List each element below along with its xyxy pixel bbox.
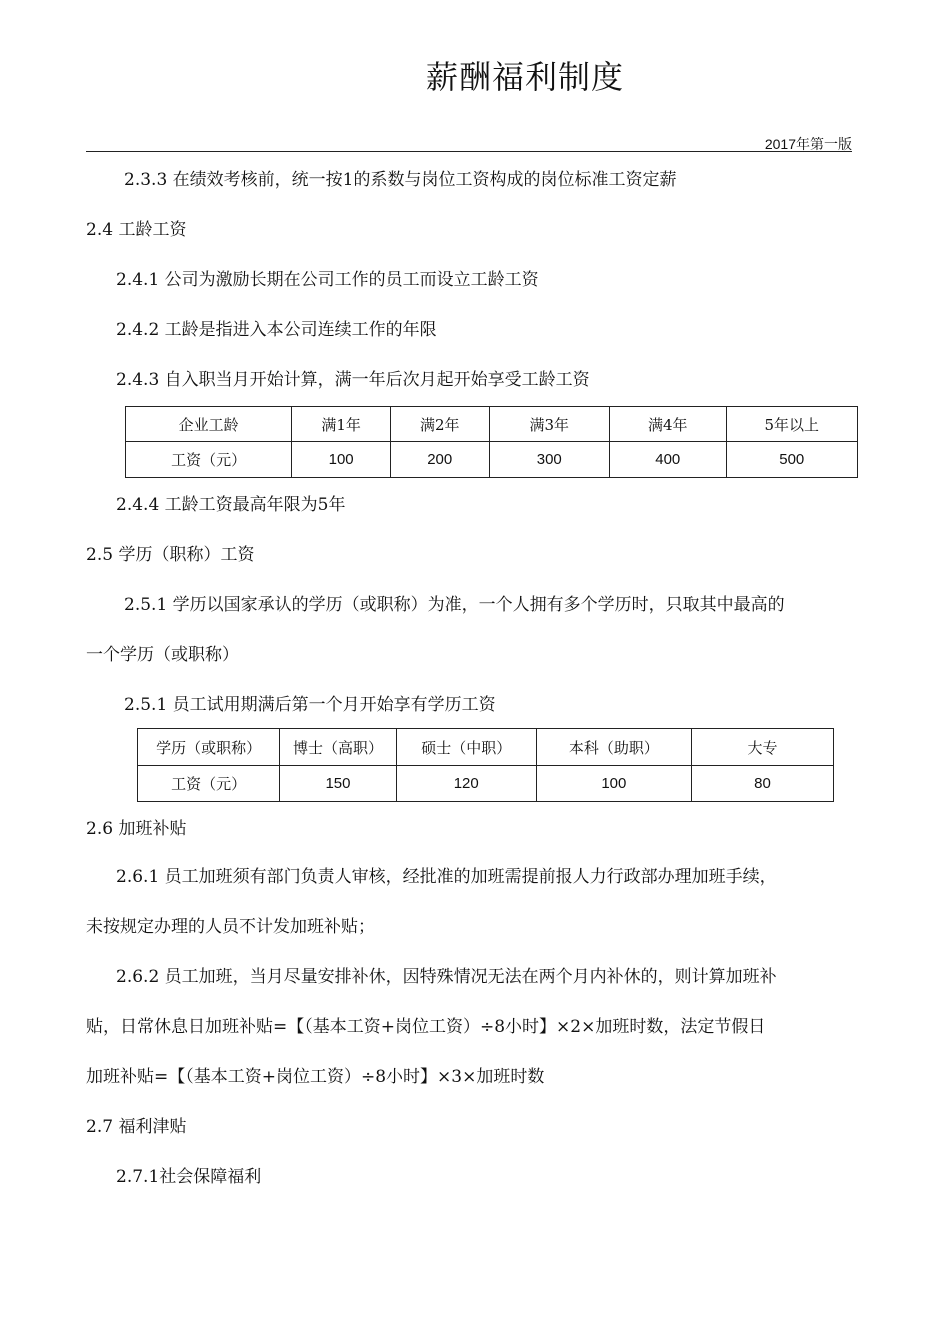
- table-cell: 工资（元）: [138, 766, 280, 802]
- section-heading-2-7: 2.7 福利津贴: [86, 1117, 187, 1137]
- seniority-wage-table: [125, 406, 858, 478]
- table-cell: 200: [390, 442, 489, 478]
- paragraph-2-5-1b: 2.5.1 员工试用期满后第一个月开始享有学历工资: [124, 695, 496, 715]
- table-cell: 100: [292, 442, 391, 478]
- table-cell: 满3年: [489, 407, 609, 442]
- header-divider: [86, 151, 852, 152]
- paragraph-2-4-3: 2.4.3 自入职当月开始计算，满一年后次月起开始享受工龄工资: [116, 370, 590, 390]
- table-cell: 100: [536, 766, 691, 802]
- section-heading-2-5: 2.5 学历（职称）工资: [86, 545, 255, 565]
- section-heading-2-6: 2.6 加班补贴: [86, 819, 187, 839]
- table-cell: 工资（元）: [126, 442, 292, 478]
- paragraph-2-6-2: 2.6.2 员工加班，当月尽量安排补休，因特殊情况无法在两个月内补休的，则计算加班补: [116, 967, 777, 987]
- page-title: 薪酬福利制度: [425, 58, 624, 96]
- table-cell: 400: [610, 442, 727, 478]
- table-cell: 学历（或职称）: [138, 729, 280, 766]
- paragraph-2-5-1-cont: 一个学历（或职称）: [86, 645, 239, 665]
- table-cell: 满4年: [610, 407, 727, 442]
- paragraph-2-4-4: 2.4.4 工龄工资最高年限为5年: [116, 495, 346, 515]
- table-cell: 150: [280, 766, 396, 802]
- table-cell: 80: [691, 766, 833, 802]
- paragraph-2-6-2-cont2: 加班补贴=【（基本工资+岗位工资）÷8小时】×3×加班时数: [86, 1067, 545, 1087]
- table-cell: 本科（助职）: [536, 729, 691, 766]
- table-cell: 大专: [691, 729, 833, 766]
- table-cell: 300: [489, 442, 609, 478]
- table-cell: 硕士（中职）: [396, 729, 536, 766]
- table-header-row: [126, 407, 858, 442]
- table-cell: 博士（高职）: [280, 729, 396, 766]
- table-cell: 120: [396, 766, 536, 802]
- table-cell: 企业工龄: [126, 407, 292, 442]
- table-cell: 满1年: [292, 407, 391, 442]
- paragraph-2-7-1: 2.7.1社会保障福利: [116, 1167, 262, 1187]
- table-cell: 500: [726, 442, 857, 478]
- paragraph-2-3-3: 2.3.3 在绩效考核前，统一按1的系数与岗位工资构成的岗位标准工资定薪: [124, 170, 677, 190]
- paragraph-2-4-1: 2.4.1 公司为激励长期在公司工作的员工而设立工龄工资: [116, 270, 539, 290]
- table-cell: 5年以上: [726, 407, 857, 442]
- paragraph-2-4-2: 2.4.2 工龄是指进入本公司连续工作的年限: [116, 320, 437, 340]
- section-heading-2-4: 2.4 工龄工资: [86, 220, 187, 240]
- education-wage-table: [137, 728, 834, 802]
- paragraph-2-6-2-cont1: 贴，日常休息日加班补贴=【（基本工资+岗位工资）÷8小时】×2×加班时数，法定节假日: [86, 1017, 766, 1037]
- paragraph-2-6-1-cont: 未按规定办理的人员不计发加班补贴；: [86, 917, 375, 937]
- table-cell: 满2年: [390, 407, 489, 442]
- table-row: [126, 442, 858, 478]
- table-row: [138, 766, 834, 802]
- table-header-row: [138, 729, 834, 766]
- paragraph-2-6-1: 2.6.1 员工加班须有部门负责人审核，经批准的加班需提前报人力行政部办理加班手续，: [116, 867, 777, 887]
- edition-label: 2017年第一版: [764, 136, 852, 152]
- paragraph-2-5-1: 2.5.1 学历以国家承认的学历（或职称）为准，一个人拥有多个学历时，只取其中最高的: [124, 595, 785, 615]
